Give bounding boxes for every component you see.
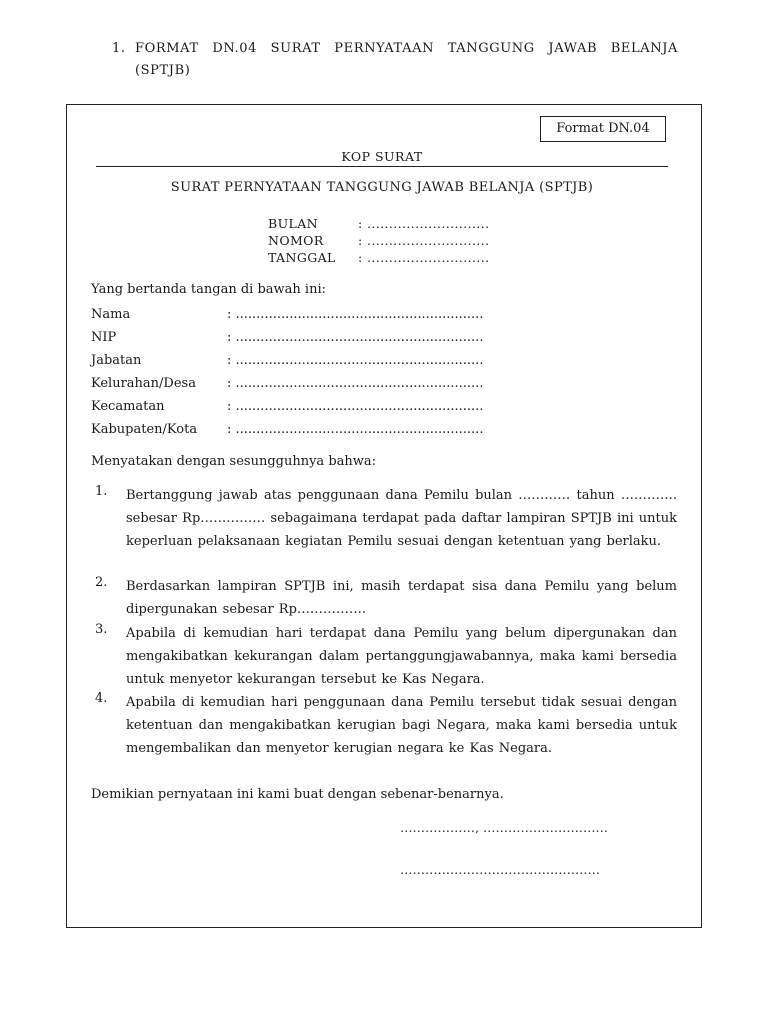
field-label: Nama [91, 307, 131, 322]
section-number: 1. [112, 41, 126, 56]
closing-statement: Demikian pernyataan ini kami buat dengan sebenar-benarnya. [91, 787, 504, 802]
field-value: : ............................................................ [227, 399, 484, 414]
field-label: NIP [91, 330, 117, 345]
meta-label: TANGGAL [268, 250, 336, 265]
item-number: 2. [95, 575, 108, 590]
place-date-line: ………………, ………………………… [400, 820, 608, 835]
signature-line: ………………………………………… [400, 862, 600, 877]
section-title-continued: (SPTJB) [135, 63, 191, 78]
meta-value: : ............................ [358, 250, 490, 265]
item-text: Berdasarkan lampiran SPTJB ini, masih terdapat sisa dana Pemilu yang belum dipergunakan sebesar Rp……………. [126, 579, 677, 617]
field-value: : ............................................................ [227, 376, 484, 391]
meta-value: : ............................ [358, 216, 490, 231]
declaration-intro: Menyatakan dengan sesungguhnya bahwa: [91, 454, 377, 469]
field-value: : ............................................................ [227, 307, 484, 322]
letterhead-rule [96, 166, 668, 167]
item-number: 4. [95, 691, 108, 706]
field-label: Kelurahan/Desa [91, 376, 196, 391]
item-text: Apabila di kemudian hari terdapat dana Pemilu yang belum dipergunakan dan mengakibatkan kekurangan dalam pertanggungjawabannya, maka kami bersedia untuk menyetor kekurangan tersebut ke Kas Negara. [126, 626, 677, 687]
meta-label: NOMOR [268, 233, 324, 248]
field-value: : ............................................................ [227, 330, 484, 345]
field-label: Kecamatan [91, 399, 165, 414]
section-title: FORMAT DN.04 SURAT PERNYATAAN TANGGUNG JAWAB BELANJA [135, 41, 678, 56]
meta-value: : ............................ [358, 233, 490, 248]
intro-text: Yang bertanda tangan di bawah ini: [91, 282, 326, 297]
item-number: 3. [95, 622, 108, 637]
field-label: Kabupaten/Kota [91, 422, 198, 437]
letterhead-label: KOP SURAT [341, 149, 423, 164]
item-text: Apabila di kemudian hari penggunaan dana Pemilu tersebut tidak sesuai dengan ketentuan dan mengakibatkan kerugian bagi Negara, maka kami bersedia untuk mengembalikan dan menyetor kerugian negara ke Kas Negara. [126, 695, 677, 756]
document-title: SURAT PERNYATAAN TANGGUNG JAWAB BELANJA (SPTJB) [170, 180, 594, 195]
item-text: Bertanggung jawab atas penggunaan dana Pemilu bulan ………… tahun …………. sebesar Rp…………… sebagaimana terdapat pada daftar lampiran SPTJB ini untuk keperluan pelaksanaan kegiatan Pemilu sesuai dengan ketentuan yang berlaku. [126, 488, 677, 549]
item-number: 1. [95, 484, 108, 499]
field-label: Jabatan [91, 353, 142, 368]
format-badge: Format DN.04 [540, 116, 666, 142]
field-value: : ............................................................ [227, 422, 484, 437]
meta-label: BULAN [268, 216, 318, 231]
field-value: : ............................................................ [227, 353, 484, 368]
